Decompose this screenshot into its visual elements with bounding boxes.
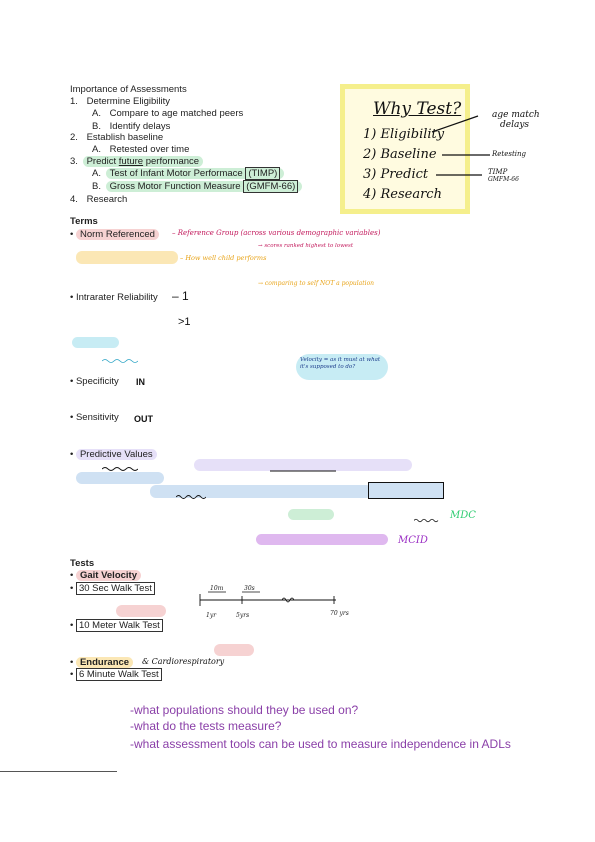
note-gmfm: GMFM-66 bbox=[488, 176, 519, 183]
test-30-sec-walk: • 30 Sec Walk Test bbox=[70, 583, 155, 594]
why-test-title: Why Test? bbox=[373, 99, 462, 119]
terms-heading: Terms bbox=[70, 216, 98, 227]
list-num: A. bbox=[92, 168, 101, 179]
test-10-meter-walk: • 10 Meter Walk Test bbox=[70, 620, 163, 631]
highlight-yellow bbox=[76, 251, 178, 264]
why-test-item: 4) Research bbox=[363, 187, 442, 202]
list-num: 3. bbox=[70, 156, 78, 167]
test-gait-velocity: • Gait Velocity bbox=[70, 570, 141, 581]
list-item bbox=[70, 156, 203, 167]
timeline-label: 30s bbox=[244, 585, 255, 592]
highlight-blue-1 bbox=[76, 472, 164, 484]
note-timp: TIMP bbox=[488, 168, 508, 176]
list-item bbox=[92, 121, 170, 132]
test-6-minute-walk: • 6 Minute Walk Test bbox=[70, 669, 162, 680]
highlight-green bbox=[288, 509, 334, 520]
highlighted-label: Predict future performance bbox=[83, 156, 204, 167]
note-age-match: age match bbox=[492, 110, 540, 120]
list-num: A. bbox=[92, 108, 101, 119]
norm-note-2: → scores ranked highest to lowest bbox=[258, 243, 354, 249]
list-label: Retested over time bbox=[109, 144, 190, 155]
list-item bbox=[92, 181, 302, 192]
timeline-label: 1yr bbox=[206, 612, 217, 619]
highlight-cyan bbox=[72, 337, 119, 348]
norm-note: – Reference Group (across various demographic variables) bbox=[172, 229, 381, 237]
outline-box bbox=[368, 482, 444, 499]
tests-heading: Tests bbox=[70, 558, 95, 569]
list-num: 2. bbox=[70, 132, 78, 143]
highlight-pink-2 bbox=[214, 644, 254, 656]
highlighted-label: Test of Infant Motor Performace (TIMP) bbox=[106, 168, 285, 179]
list-num: B. bbox=[92, 181, 101, 192]
specificity-note: IN bbox=[136, 377, 145, 387]
norm-note-4: → comparing to self NOT a population bbox=[258, 280, 375, 287]
timeline-label: 10m bbox=[210, 585, 224, 592]
squiggle bbox=[102, 358, 138, 364]
footnote-divider bbox=[0, 771, 117, 772]
why-test-arrows bbox=[430, 110, 490, 190]
list-item bbox=[92, 168, 284, 179]
highlight-purple bbox=[256, 534, 388, 545]
sensitivity-note: OUT bbox=[134, 414, 153, 424]
question-1: -what populations should they be used on? bbox=[130, 703, 359, 717]
note-retesting: Retesting bbox=[492, 150, 527, 158]
highlighted-label: Gross Motor Function Measure (GMFM-66) bbox=[106, 181, 303, 192]
timeline-label: 70 yrs bbox=[330, 610, 349, 617]
norm-note-3: – How well child performs bbox=[180, 254, 267, 262]
velocity-note: Velocity = as it must at what it's supposed to do? bbox=[300, 357, 381, 370]
list-item bbox=[92, 144, 189, 155]
list-label: Identify delays bbox=[109, 121, 171, 132]
intrarater-note-2: >1 bbox=[178, 316, 191, 328]
why-test-item: 3) Predict bbox=[363, 167, 429, 182]
question-2: -what do the tests measure? bbox=[130, 719, 282, 733]
term-specificity: • Specificity bbox=[70, 376, 119, 387]
squiggle bbox=[176, 494, 206, 500]
mcid-label: MCID bbox=[398, 535, 428, 546]
underline-stroke bbox=[270, 470, 336, 473]
why-test-item: 1) Eligibility bbox=[363, 127, 445, 142]
list-label: Research bbox=[86, 194, 128, 205]
highlight-pink bbox=[116, 605, 166, 617]
question-3: -what assessment tools can be used to measure independence in ADLs bbox=[130, 737, 511, 751]
list-item bbox=[92, 108, 243, 119]
list-num: A. bbox=[92, 144, 101, 155]
list-item bbox=[70, 132, 163, 143]
mdc-label: MDC bbox=[450, 510, 476, 521]
term-norm-referenced: • Norm Referenced bbox=[70, 229, 159, 240]
list-num: 1. bbox=[70, 96, 78, 107]
endurance-note: & Cardiorespiratory bbox=[142, 657, 225, 666]
timeline-label: 5yrs bbox=[236, 612, 250, 619]
list-label: Compare to age matched peers bbox=[109, 108, 244, 119]
term-predictive-values: • Predictive Values bbox=[70, 449, 157, 460]
intrarater-note: – 1 bbox=[172, 289, 189, 303]
list-label: Determine Eligibility bbox=[86, 96, 170, 107]
list-num: 4. bbox=[70, 194, 78, 205]
list-item bbox=[70, 96, 170, 107]
list-item bbox=[70, 194, 127, 205]
list-num: B. bbox=[92, 121, 101, 132]
term-sensitivity: • Sensitivity bbox=[70, 412, 119, 423]
test-endurance: • Endurance bbox=[70, 657, 133, 668]
why-test-item: 2) Baseline bbox=[363, 147, 437, 162]
squiggle bbox=[414, 518, 440, 523]
term-intrarater-reliability: • Intrarater Reliability bbox=[70, 292, 158, 303]
squiggle bbox=[102, 466, 138, 472]
note-delays: delays bbox=[500, 120, 530, 130]
list-label: Establish baseline bbox=[86, 132, 164, 143]
intro-title: Importance of Assessments bbox=[70, 84, 187, 95]
